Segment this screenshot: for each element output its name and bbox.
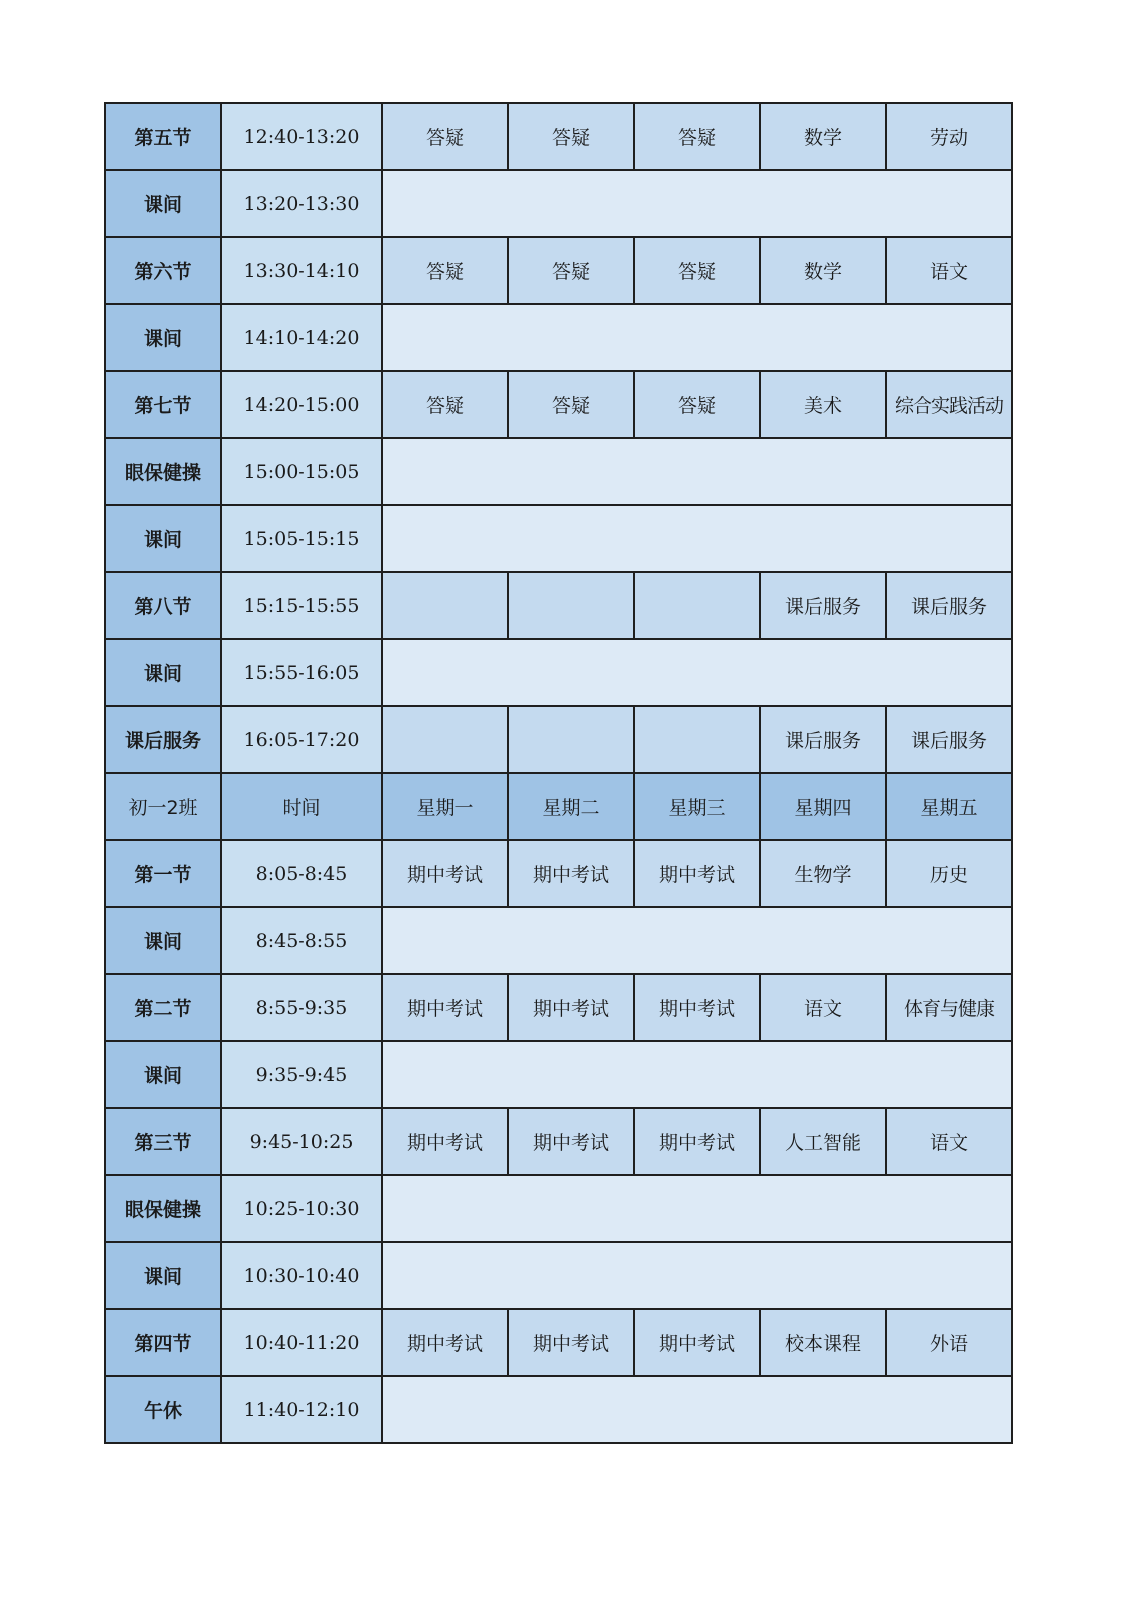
period-label: 课间 [105, 907, 221, 974]
subject-cell: 数学 [760, 237, 886, 304]
subject-cell: 历史 [886, 840, 1012, 907]
timetable [104, 102, 1013, 1444]
lesson-row [105, 840, 1012, 907]
lesson-row [105, 1108, 1012, 1175]
subject-cell: 答疑 [382, 237, 508, 304]
subject-cell: 期中考试 [508, 1309, 634, 1376]
break-row [105, 505, 1012, 572]
time-range: 8:55-9:35 [221, 974, 382, 1041]
subject-cell [508, 572, 634, 639]
break-span-cell [382, 1041, 1012, 1108]
time-range: 16:05-17:20 [221, 706, 382, 773]
subject-cell: 答疑 [634, 237, 760, 304]
subject-cell: 答疑 [508, 371, 634, 438]
time-range: 14:10-14:20 [221, 304, 382, 371]
weekday-header: 星期四 [760, 773, 886, 840]
subject-cell: 语文 [886, 237, 1012, 304]
subject-cell: 课后服务 [760, 572, 886, 639]
subject-cell: 劳动 [886, 103, 1012, 170]
time-range: 10:30-10:40 [221, 1242, 382, 1309]
time-range: 13:30-14:10 [221, 237, 382, 304]
subject-cell: 答疑 [634, 103, 760, 170]
period-label: 课间 [105, 304, 221, 371]
time-range: 11:40-12:10 [221, 1376, 382, 1443]
break-span-cell [382, 907, 1012, 974]
subject-cell: 期中考试 [382, 1309, 508, 1376]
subject-cell: 课后服务 [886, 572, 1012, 639]
subject-cell: 语文 [886, 1108, 1012, 1175]
subject-cell: 期中考试 [634, 1108, 760, 1175]
subject-cell: 数学 [760, 103, 886, 170]
time-column-header: 时间 [221, 773, 382, 840]
subject-cell: 期中考试 [508, 974, 634, 1041]
subject-cell: 校本课程 [760, 1309, 886, 1376]
subject-cell: 答疑 [382, 103, 508, 170]
break-row [105, 907, 1012, 974]
weekday-header: 星期二 [508, 773, 634, 840]
period-label: 眼保健操 [105, 438, 221, 505]
subject-cell: 期中考试 [634, 974, 760, 1041]
break-row [105, 639, 1012, 706]
period-label: 第四节 [105, 1309, 221, 1376]
subject-cell: 体育与健康 [886, 974, 1012, 1041]
subject-cell: 课后服务 [886, 706, 1012, 773]
break-span-cell [382, 304, 1012, 371]
time-range: 9:35-9:45 [221, 1041, 382, 1108]
period-label: 第七节 [105, 371, 221, 438]
time-range: 10:25-10:30 [221, 1175, 382, 1242]
subject-cell: 答疑 [382, 371, 508, 438]
period-label: 第六节 [105, 237, 221, 304]
subject-cell: 期中考试 [508, 1108, 634, 1175]
subject-cell: 期中考试 [508, 840, 634, 907]
lesson-row [105, 103, 1012, 170]
lesson-row [105, 1309, 1012, 1376]
break-row [105, 170, 1012, 237]
time-range: 8:05-8:45 [221, 840, 382, 907]
subject-cell: 期中考试 [382, 1108, 508, 1175]
period-label: 第二节 [105, 974, 221, 1041]
lesson-row [105, 706, 1012, 773]
break-row [105, 304, 1012, 371]
break-row [105, 438, 1012, 505]
header-row [105, 773, 1012, 840]
break-span-cell [382, 505, 1012, 572]
break-span-cell [382, 1376, 1012, 1443]
time-range: 13:20-13:30 [221, 170, 382, 237]
lesson-row [105, 974, 1012, 1041]
subject-cell: 综合实践活动 [886, 371, 1012, 438]
subject-cell: 答疑 [508, 103, 634, 170]
subject-cell: 期中考试 [382, 840, 508, 907]
subject-cell: 外语 [886, 1309, 1012, 1376]
lesson-row [105, 371, 1012, 438]
period-label: 第三节 [105, 1108, 221, 1175]
lesson-row [105, 237, 1012, 304]
time-range: 8:45-8:55 [221, 907, 382, 974]
period-label: 午休 [105, 1376, 221, 1443]
period-label: 第五节 [105, 103, 221, 170]
weekday-header: 星期三 [634, 773, 760, 840]
break-row [105, 1175, 1012, 1242]
period-label: 课间 [105, 170, 221, 237]
time-range: 15:15-15:55 [221, 572, 382, 639]
period-label: 第一节 [105, 840, 221, 907]
period-label: 第八节 [105, 572, 221, 639]
break-span-cell [382, 639, 1012, 706]
subject-cell [508, 706, 634, 773]
subject-cell: 期中考试 [634, 840, 760, 907]
break-span-cell [382, 438, 1012, 505]
lesson-row [105, 572, 1012, 639]
subject-cell: 答疑 [634, 371, 760, 438]
period-label: 眼保健操 [105, 1175, 221, 1242]
subject-cell: 生物学 [760, 840, 886, 907]
class-name-cell: 初一2班 [105, 773, 221, 840]
break-row [105, 1376, 1012, 1443]
subject-cell [382, 706, 508, 773]
subject-cell [634, 572, 760, 639]
time-range: 10:40-11:20 [221, 1309, 382, 1376]
subject-cell: 期中考试 [382, 974, 508, 1041]
break-row [105, 1041, 1012, 1108]
subject-cell: 期中考试 [634, 1309, 760, 1376]
period-label: 课间 [105, 1041, 221, 1108]
break-span-cell [382, 1175, 1012, 1242]
weekday-header: 星期一 [382, 773, 508, 840]
subject-cell: 答疑 [508, 237, 634, 304]
time-range: 9:45-10:25 [221, 1108, 382, 1175]
timetable-body [105, 103, 1012, 1443]
time-range: 14:20-15:00 [221, 371, 382, 438]
time-range: 12:40-13:20 [221, 103, 382, 170]
subject-cell: 人工智能 [760, 1108, 886, 1175]
subject-cell [382, 572, 508, 639]
period-label: 课后服务 [105, 706, 221, 773]
time-range: 15:55-16:05 [221, 639, 382, 706]
period-label: 课间 [105, 1242, 221, 1309]
subject-cell [634, 706, 760, 773]
period-label: 课间 [105, 639, 221, 706]
time-range: 15:00-15:05 [221, 438, 382, 505]
break-row [105, 1242, 1012, 1309]
subject-cell: 美术 [760, 371, 886, 438]
weekday-header: 星期五 [886, 773, 1012, 840]
time-range: 15:05-15:15 [221, 505, 382, 572]
break-span-cell [382, 170, 1012, 237]
subject-cell: 课后服务 [760, 706, 886, 773]
break-span-cell [382, 1242, 1012, 1309]
subject-cell: 语文 [760, 974, 886, 1041]
period-label: 课间 [105, 505, 221, 572]
